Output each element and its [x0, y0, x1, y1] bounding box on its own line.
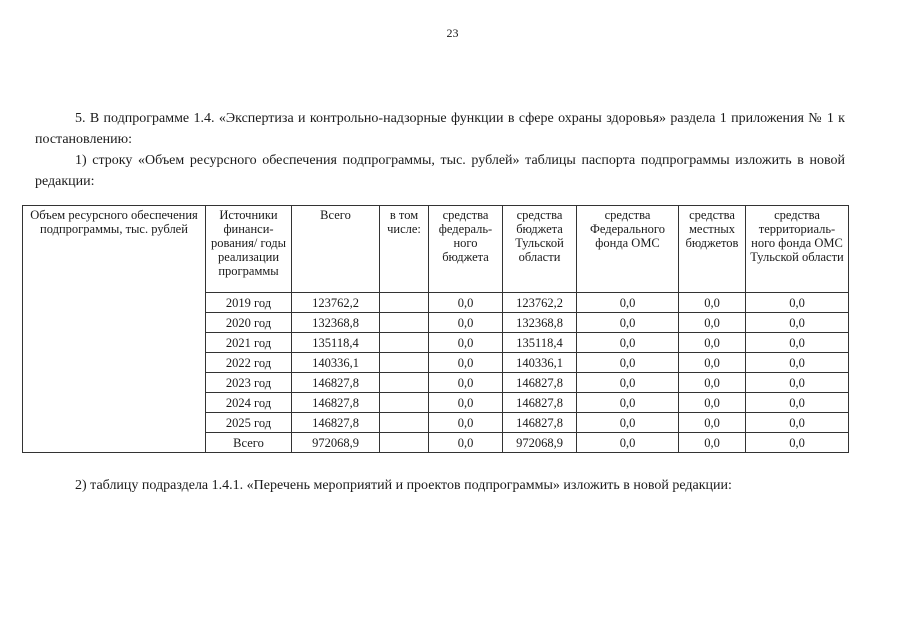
- federal-cell: 0,0: [429, 433, 503, 453]
- ffoms-cell: 0,0: [577, 373, 679, 393]
- header-tfoms: средства территориаль-ного фонда ОМС Тульской области: [746, 206, 849, 293]
- tfoms-cell: 0,0: [746, 293, 849, 313]
- tfoms-cell: 0,0: [746, 313, 849, 333]
- year-cell: 2019 год: [206, 293, 292, 313]
- year-cell: 2023 год: [206, 373, 292, 393]
- local-cell: 0,0: [679, 433, 746, 453]
- year-cell: Всего: [206, 433, 292, 453]
- header-regional: средства бюджета Тульской области: [503, 206, 577, 293]
- including-cell: [380, 413, 429, 433]
- regional-cell: 140336,1: [503, 353, 577, 373]
- header-ffoms: средства Федерального фонда ОМС: [577, 206, 679, 293]
- ffoms-cell: 0,0: [577, 293, 679, 313]
- ffoms-cell: 0,0: [577, 433, 679, 453]
- regional-cell: 146827,8: [503, 393, 577, 413]
- federal-cell: 0,0: [429, 393, 503, 413]
- paragraph-subitem-2: 2) таблицу подраздела 1.4.1. «Перечень мероприятий и проектов подпрограммы» изложить в новой редакции:: [75, 478, 732, 493]
- regional-cell: 123762,2: [503, 293, 577, 313]
- total-cell: 972068,9: [292, 433, 380, 453]
- including-cell: [380, 313, 429, 333]
- tfoms-cell: 0,0: [746, 433, 849, 453]
- year-cell: 2024 год: [206, 393, 292, 413]
- including-cell: [380, 353, 429, 373]
- federal-cell: 0,0: [429, 413, 503, 433]
- header-federal: средства федераль-ного бюджета: [429, 206, 503, 293]
- tfoms-cell: 0,0: [746, 373, 849, 393]
- total-cell: 140336,1: [292, 353, 380, 373]
- total-cell: 132368,8: [292, 313, 380, 333]
- ffoms-cell: 0,0: [577, 393, 679, 413]
- including-cell: [380, 393, 429, 413]
- including-cell: [380, 433, 429, 453]
- tfoms-cell: 0,0: [746, 353, 849, 373]
- ffoms-cell: 0,0: [577, 313, 679, 333]
- total-cell: 146827,8: [292, 413, 380, 433]
- tfoms-cell: 0,0: [746, 333, 849, 353]
- year-cell: 2021 год: [206, 333, 292, 353]
- total-cell: 123762,2: [292, 293, 380, 313]
- federal-cell: 0,0: [429, 373, 503, 393]
- federal-cell: 0,0: [429, 293, 503, 313]
- including-cell: [380, 373, 429, 393]
- local-cell: 0,0: [679, 413, 746, 433]
- including-cell: [380, 293, 429, 313]
- regional-cell: 146827,8: [503, 373, 577, 393]
- header-including: в том числе:: [380, 206, 429, 293]
- total-cell: 146827,8: [292, 393, 380, 413]
- ffoms-cell: 0,0: [577, 413, 679, 433]
- financing-table: [22, 205, 849, 453]
- regional-cell: 135118,4: [503, 333, 577, 353]
- federal-cell: 0,0: [429, 353, 503, 373]
- tfoms-cell: 0,0: [746, 393, 849, 413]
- year-cell: 2025 год: [206, 413, 292, 433]
- federal-cell: 0,0: [429, 333, 503, 353]
- row-label-cell: Объем ресурсного обеспечения подпрограммы, тыс. рублей: [23, 206, 206, 453]
- local-cell: 0,0: [679, 313, 746, 333]
- paragraph-subitem-1: 1) строку «Объем ресурсного обеспечения подпрограммы, тыс. рублей» таблицы паспорта подпрограммы изложить в новой редакции:: [35, 153, 845, 189]
- tfoms-cell: 0,0: [746, 413, 849, 433]
- regional-cell: 972068,9: [503, 433, 577, 453]
- local-cell: 0,0: [679, 293, 746, 313]
- table-header-row: [23, 206, 849, 293]
- header-sources: Источники финанси-рования/ годы реализации программы: [206, 206, 292, 293]
- federal-cell: 0,0: [429, 313, 503, 333]
- header-local: средства местных бюджетов: [679, 206, 746, 293]
- ffoms-cell: 0,0: [577, 333, 679, 353]
- page-number: 23: [446, 26, 459, 40]
- regional-cell: 132368,8: [503, 313, 577, 333]
- local-cell: 0,0: [679, 373, 746, 393]
- regional-cell: 146827,8: [503, 413, 577, 433]
- local-cell: 0,0: [679, 393, 746, 413]
- local-cell: 0,0: [679, 333, 746, 353]
- total-cell: 135118,4: [292, 333, 380, 353]
- local-cell: 0,0: [679, 353, 746, 373]
- ffoms-cell: 0,0: [577, 353, 679, 373]
- including-cell: [380, 333, 429, 353]
- total-cell: 146827,8: [292, 373, 380, 393]
- year-cell: 2022 год: [206, 353, 292, 373]
- header-total: Всего: [292, 206, 380, 293]
- year-cell: 2020 год: [206, 313, 292, 333]
- paragraph-item-5: 5. В подпрограмме 1.4. «Экспертиза и контрольно-надзорные функции в сфере охраны здоровья» раздела 1 приложения № 1 к постановлению:: [35, 111, 845, 147]
